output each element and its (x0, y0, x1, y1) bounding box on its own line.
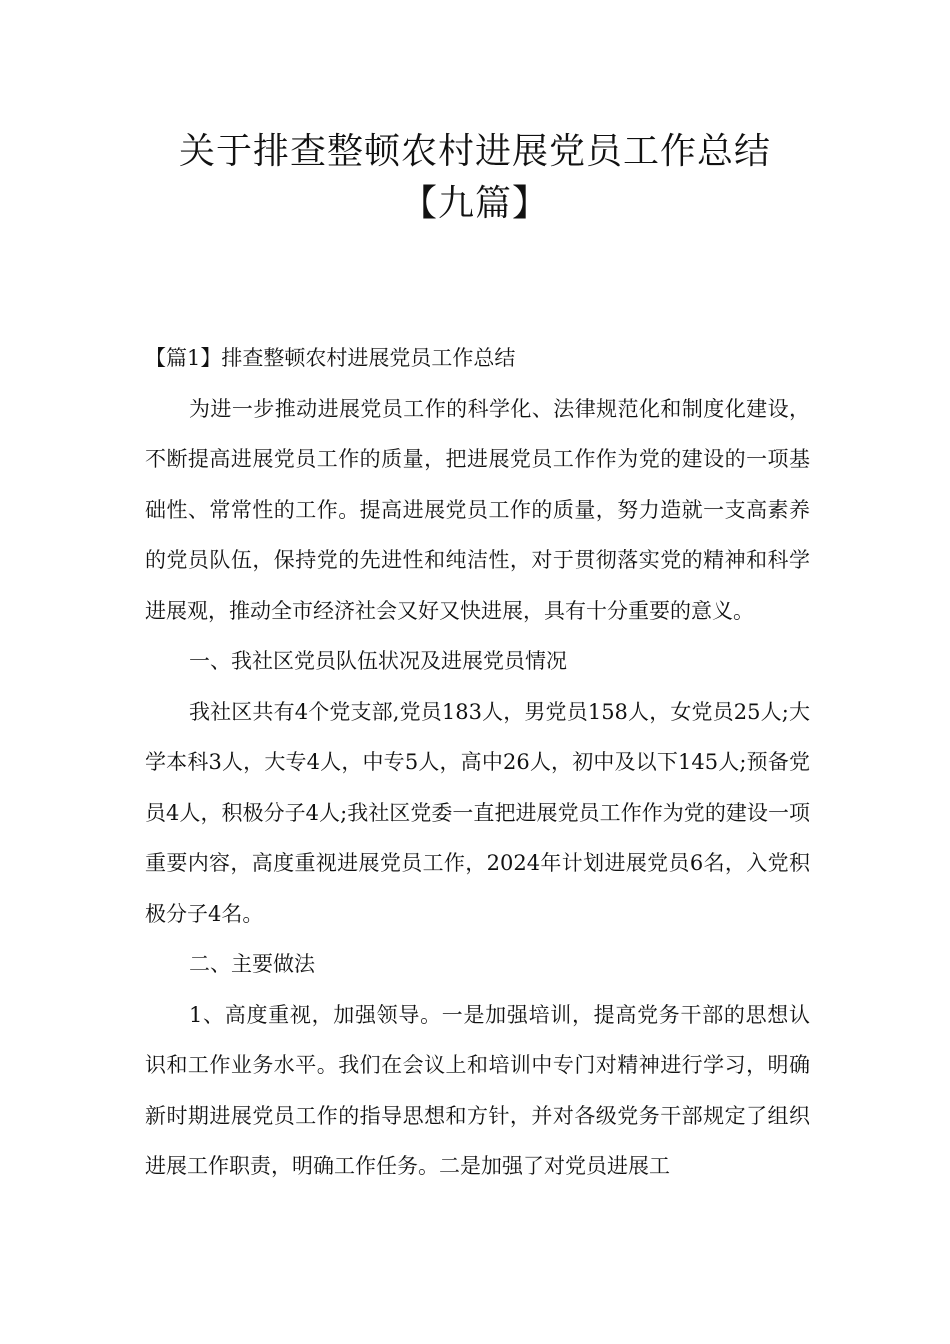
document-title-line-2: 【九篇】 (400, 183, 549, 224)
subheading-1: 一、我社区党员队伍状况及进展党员情况 (189, 649, 567, 673)
document-title-line-1: 关于排查整顿农村进展党员工作总结 (178, 131, 771, 172)
paragraph-methods: 1、高度重视，加强领导。一是加强培训，提高党务干部的思想认识和工作业务水平。我们在会议上和培训中专门对精神进行学习，明确新时期进展党员工作的指导思想和方针，并对各级党务干部规定了组织进展工作职责，明确工作任务。二是加强了对党员进展工 (145, 1002, 810, 1178)
subheading-2: 二、主要做法 (189, 952, 315, 976)
paragraph-intro: 为进一步推动进展党员工作的科学化、法律规范化和制度化建设，不断提高进展党员工作的质量，把进展党员工作作为党的建设的一项基础性、常常性的工作。提高进展党员工作的质量，努力造就一支高素养的党员队伍，保持党的先进性和纯洁性，对于贯彻落实党的精神和科学进展观，推动全市经济社会又好又快进展，具有十分重要的意义。 (145, 396, 810, 623)
section-heading: 【篇1】排查整顿农村进展党员工作总结 (145, 346, 516, 370)
paragraph-statistics: 我社区共有4个党支部,党员183人，男党员158人，女党员25人;大学本科3人，大专4人，中专5人，高中26人，初中及以下145人;预备党员4人，积极分子4人;我社区党委一直把进展党员工作作为党的建设一项重要内容，高度重视进展党员工作，2024年计划进展党员6名，入党积极分子4名。 (145, 699, 810, 926)
document-body (145, 333, 810, 1192)
